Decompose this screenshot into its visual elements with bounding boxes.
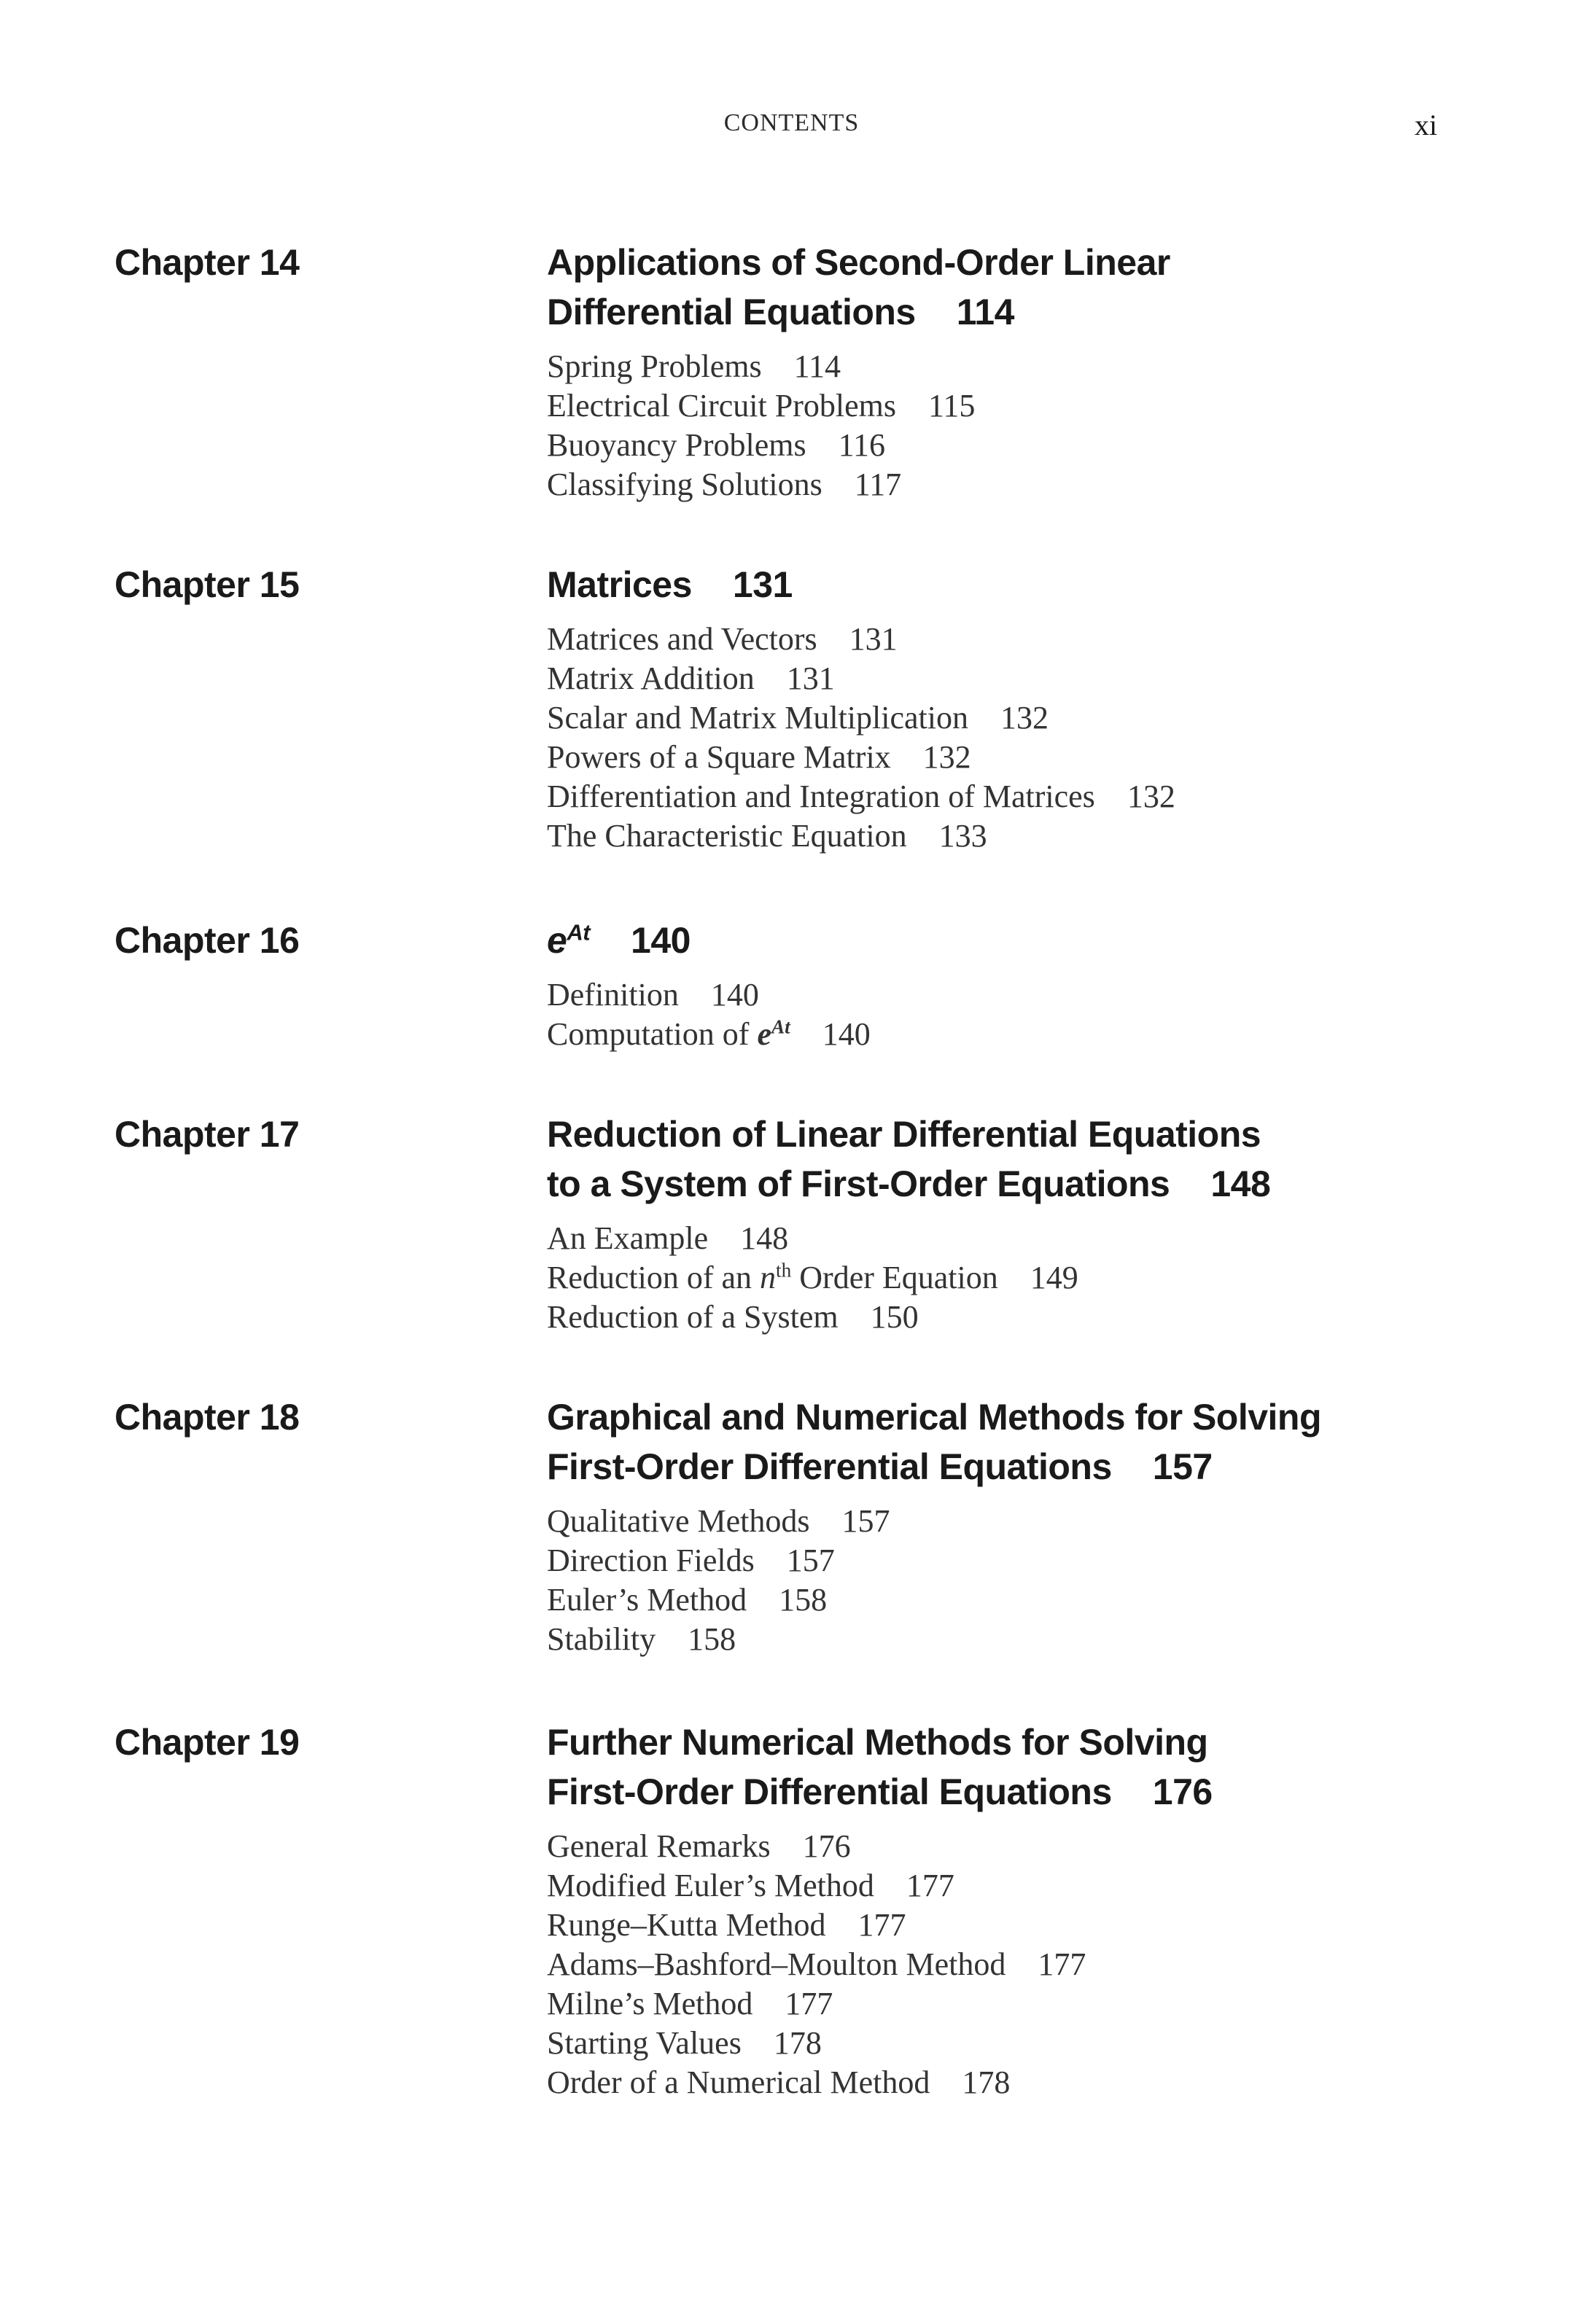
section-title: Powers of a Square Matrix <box>547 739 891 775</box>
section-entry[interactable] <box>547 1945 1480 1984</box>
section-list <box>547 975 1480 1054</box>
section-page-number: 177 <box>857 1907 906 1943</box>
section-math <box>760 1260 791 1295</box>
section-entry[interactable] <box>547 738 1480 777</box>
section-title: Order Equation <box>791 1260 998 1295</box>
math-superscript: th <box>776 1259 792 1282</box>
section-title: Runge–Kutta Method <box>547 1907 826 1943</box>
math-superscript: At <box>771 1015 790 1038</box>
running-head <box>0 109 1583 146</box>
chapter-title-text: to a System of First-Order Equations <box>547 1163 1170 1204</box>
page-number: xi <box>1415 109 1438 141</box>
chapter-title[interactable] <box>547 1717 1480 1817</box>
chapter-page-number: 114 <box>956 292 1014 332</box>
section-entry[interactable] <box>547 1580 1480 1620</box>
section-list <box>547 620 1480 856</box>
chapter-page-number: 176 <box>1152 1771 1213 1812</box>
section-title: Electrical Circuit Problems <box>547 388 896 424</box>
math-base: e <box>757 1016 771 1052</box>
chapter-title-text: Differential Equations <box>547 292 916 332</box>
section-title: Adams–Bashford–Moulton Method <box>547 1946 1006 1982</box>
section-entry[interactable] <box>547 1866 1480 1906</box>
section-entry[interactable] <box>547 1298 1480 1337</box>
section-page-number: 149 <box>1030 1260 1078 1295</box>
chapter-page-number: 140 <box>631 920 691 961</box>
section-entry[interactable] <box>547 975 1480 1015</box>
chapter-title-line <box>547 1159 1480 1209</box>
section-page-number: 177 <box>1038 1946 1086 1982</box>
chapter-page-number: 131 <box>732 564 793 605</box>
section-page-number: 117 <box>854 467 902 502</box>
chapter-title-line <box>547 916 1480 965</box>
chapter-body <box>547 1717 1480 2102</box>
chapter-label[interactable]: Chapter 16 <box>114 920 300 961</box>
chapter-title-text: Matrices <box>547 564 692 605</box>
section-entry[interactable] <box>547 1827 1480 1866</box>
chapter-title-line: Applications of Second-Order Linear <box>547 242 1170 283</box>
chapter-title-text: First-Order Differential Equations <box>547 1771 1112 1812</box>
section-page-number: 114 <box>793 348 841 384</box>
chapter-title-text: First-Order Differential Equations <box>547 1446 1112 1487</box>
chapter-page-number: 157 <box>1152 1446 1213 1487</box>
section-entry[interactable] <box>547 1984 1480 2024</box>
section-entry[interactable] <box>547 620 1480 659</box>
chapter-title-line: Graphical and Numerical Methods for Solving <box>547 1397 1322 1438</box>
section-math <box>757 1016 790 1052</box>
section-list <box>547 1502 1480 1659</box>
section-page-number: 150 <box>870 1299 919 1335</box>
math-superscript: At <box>567 919 591 945</box>
section-entry[interactable] <box>547 659 1480 698</box>
section-entry[interactable] <box>547 1015 1480 1054</box>
section-title: Qualitative Methods <box>547 1503 810 1539</box>
chapter-label[interactable]: Chapter 19 <box>114 1722 300 1763</box>
section-title: Matrices and Vectors <box>547 621 817 657</box>
chapter-label[interactable]: Chapter 15 <box>114 564 300 605</box>
chapter-body <box>547 560 1480 856</box>
section-title: Milne’s Method <box>547 1986 753 2021</box>
section-title: Starting Values <box>547 2025 742 2061</box>
section-page-number: 178 <box>773 2025 822 2061</box>
section-title: Order of a Numerical Method <box>547 2064 930 2100</box>
section-page-number: 140 <box>710 977 759 1013</box>
chapter-page-number: 148 <box>1210 1163 1271 1204</box>
section-page-number: 158 <box>779 1582 828 1618</box>
chapter-title-line: Further Numerical Methods for Solving <box>547 1722 1208 1763</box>
section-title: Buoyancy Problems <box>547 427 806 463</box>
chapter-title[interactable] <box>547 916 1480 965</box>
section-entry[interactable] <box>547 1541 1480 1580</box>
chapter-title[interactable] <box>547 560 1480 609</box>
section-title: Reduction of an <box>547 1260 761 1295</box>
chapter-label[interactable]: Chapter 18 <box>114 1397 300 1438</box>
section-title: Matrix Addition <box>547 660 755 696</box>
section-entry[interactable] <box>547 2024 1480 2063</box>
section-page-number: 132 <box>1127 779 1175 814</box>
section-entry[interactable] <box>547 698 1480 738</box>
section-title: General Remarks <box>547 1828 771 1864</box>
section-entry[interactable] <box>547 426 1480 465</box>
chapter-label[interactable]: Chapter 14 <box>114 242 300 283</box>
section-page-number: 140 <box>822 1016 871 1052</box>
section-title: Spring Problems <box>547 348 762 384</box>
chapter-title-line <box>547 560 1480 609</box>
section-page-number: 177 <box>785 1986 833 2021</box>
section-list <box>547 1827 1480 2102</box>
section-page-number: 158 <box>688 1621 736 1657</box>
section-title: Reduction of a System <box>547 1299 839 1335</box>
chapter-title-line <box>547 287 1480 337</box>
section-list <box>547 347 1480 504</box>
section-title: Scalar and Matrix Multiplication <box>547 700 968 736</box>
chapter-body <box>547 238 1480 504</box>
math-base: n <box>760 1260 777 1295</box>
section-page-number: 157 <box>841 1503 890 1539</box>
section-entry[interactable] <box>547 465 1480 504</box>
section-page-number: 133 <box>938 818 987 854</box>
section-title: Differentiation and Integration of Matrices <box>547 779 1095 814</box>
chapter-body <box>547 1392 1480 1659</box>
chapter-body <box>547 1110 1480 1337</box>
section-page-number: 131 <box>849 621 898 657</box>
section-entry[interactable] <box>547 1906 1480 1945</box>
section-entry[interactable] <box>547 386 1480 426</box>
chapter-body <box>547 916 1480 1054</box>
section-page-number: 148 <box>740 1220 789 1256</box>
section-title: Computation of <box>547 1016 758 1052</box>
section-entry[interactable] <box>547 777 1480 816</box>
section-entry[interactable] <box>547 1258 1480 1298</box>
running-title: CONTENTS <box>723 109 860 136</box>
chapter-title-line: Reduction of Linear Differential Equations <box>547 1114 1261 1155</box>
section-page-number: 116 <box>838 427 886 463</box>
section-page-number: 157 <box>786 1543 835 1578</box>
section-page-number: 115 <box>927 388 976 424</box>
section-page-number: 176 <box>802 1828 851 1864</box>
section-title: The Characteristic Equation <box>547 818 907 854</box>
section-page-number: 177 <box>906 1868 954 1903</box>
section-entry[interactable] <box>547 816 1480 856</box>
section-title: Definition <box>547 977 679 1013</box>
section-title: Euler’s Method <box>547 1582 747 1618</box>
chapter-title[interactable] <box>547 238 1480 337</box>
chapter-title-line <box>547 1767 1480 1817</box>
section-title: Classifying Solutions <box>547 467 822 502</box>
chapter-title[interactable] <box>547 1110 1480 1209</box>
section-entry[interactable] <box>547 2063 1480 2102</box>
section-title: Direction Fields <box>547 1543 755 1578</box>
section-title: An Example <box>547 1220 709 1256</box>
section-entry[interactable] <box>547 1502 1480 1541</box>
section-entry[interactable] <box>547 1620 1480 1659</box>
math-base: e <box>547 920 567 961</box>
section-entry[interactable] <box>547 1219 1480 1258</box>
section-page-number: 178 <box>962 2064 1011 2100</box>
section-page-number: 132 <box>1000 700 1049 736</box>
section-list <box>547 1219 1480 1337</box>
section-title: Stability <box>547 1621 656 1657</box>
section-page-number: 131 <box>786 660 835 696</box>
section-title: Modified Euler’s Method <box>547 1868 874 1903</box>
section-page-number: 132 <box>922 739 971 775</box>
chapter-title[interactable] <box>547 1392 1480 1492</box>
chapter-title-line <box>547 1442 1480 1492</box>
chapter-label[interactable]: Chapter 17 <box>114 1114 300 1155</box>
section-entry[interactable] <box>547 347 1480 386</box>
chapter-title-math <box>547 920 590 961</box>
